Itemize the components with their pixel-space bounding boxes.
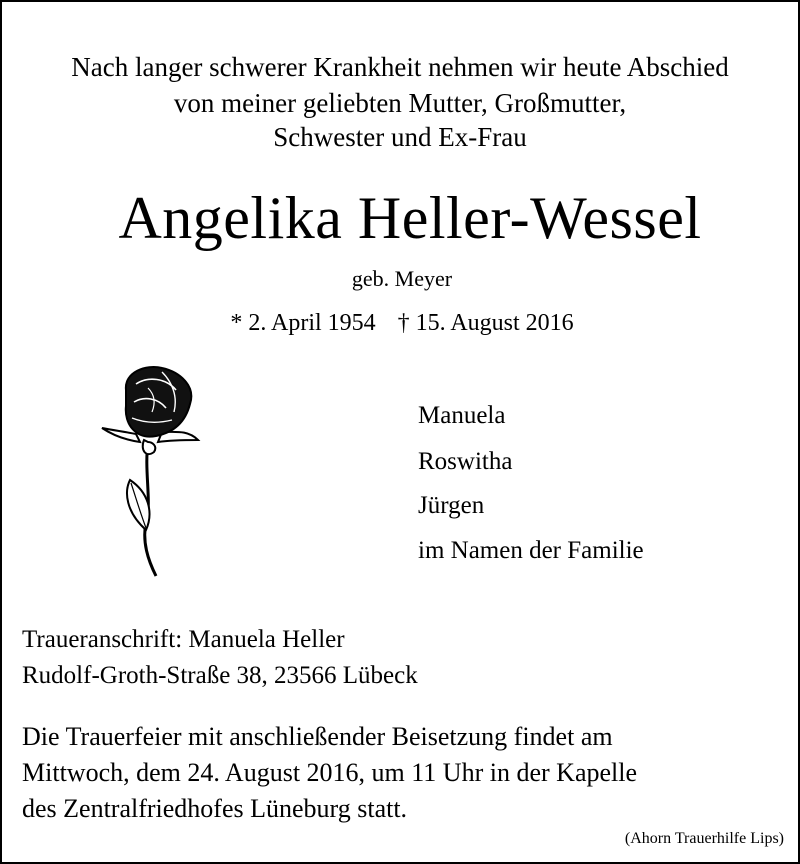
ceremony-line-2: Mittwoch, dem 24. August 2016, um 11 Uhr in der Kapelle [22, 758, 638, 787]
birth-date: * 2. April 1954 [230, 310, 376, 336]
deceased-name: Angelika Heller-Wessel [118, 185, 702, 251]
ceremony-line-3: des Zentralfriedhofes Lüneburg statt. [22, 794, 408, 823]
family-member-1: Manuela [418, 402, 506, 429]
family-member-2: Roswitha [418, 448, 513, 475]
life-dates [2, 306, 800, 340]
family-signoff: im Namen der Familie [418, 537, 644, 564]
rose-icon [96, 362, 206, 582]
intro-line-2: von meiner geliebten Mutter, Großmutter, [173, 88, 627, 118]
funeral-home-credit: (Ahorn Trauerhilfe Lips) [624, 830, 784, 847]
ceremony-line-1: Die Trauerfeier mit anschließender Beisetzung findet am [22, 722, 613, 751]
intro-line-1: Nach langer schwerer Krankheit nehmen wir heute Abschied [71, 52, 729, 82]
family-member-3: Jürgen [418, 492, 485, 519]
maiden-name: geb. Meyer [351, 266, 453, 291]
death-date: † 15. August 2016 [397, 310, 574, 336]
address-line-2: Rudolf-Groth-Straße 38, 23566 Lübeck [22, 662, 418, 689]
address-line-1: Traueranschrift: Manuela Heller [22, 626, 345, 653]
intro-line-3: Schwester und Ex-Frau [273, 122, 527, 152]
